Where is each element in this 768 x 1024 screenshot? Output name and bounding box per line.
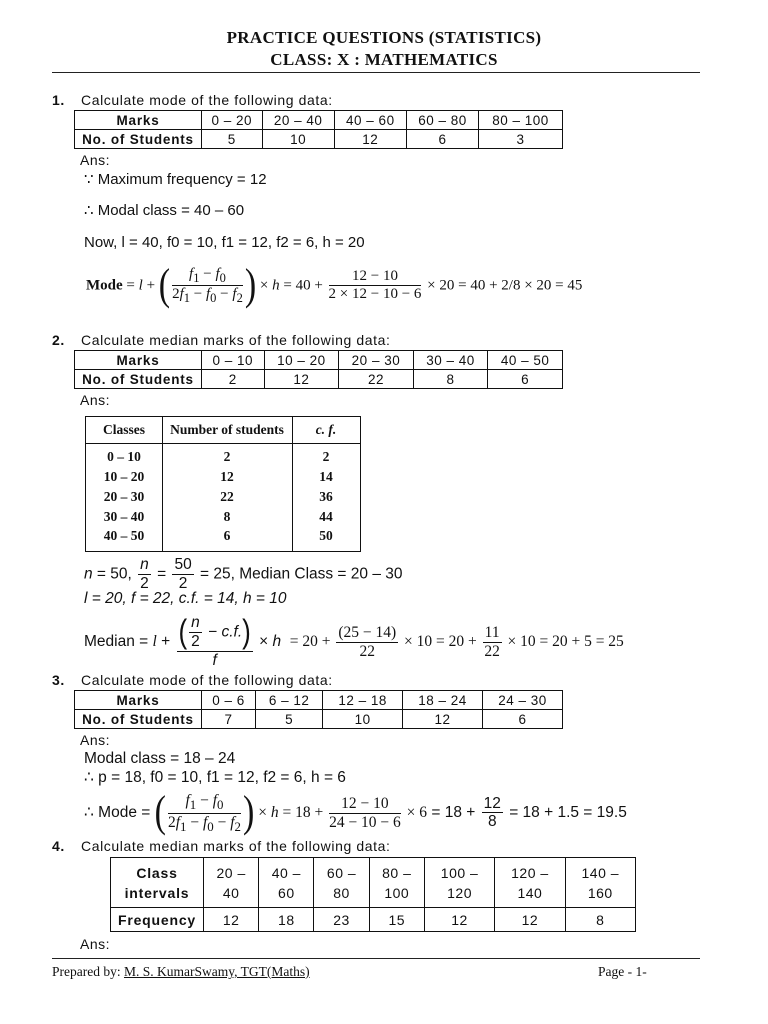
cf-cell: 30 – 40 — [103, 509, 145, 524]
solution-text: = 25, Median Class = 20 – 30 — [200, 565, 403, 583]
table-cell: 12 — [403, 710, 483, 729]
q1-solution-line: ∴ Modal class = 40 – 60 — [84, 202, 245, 219]
table-row-label: No. of Students — [75, 370, 202, 389]
table-cell: 12 — [264, 370, 339, 389]
table-cell — [369, 858, 424, 908]
table-cell: 24 – 30 — [483, 691, 563, 710]
table-row-label: No. of Students — [75, 130, 202, 149]
table-cell: 12 — [204, 908, 259, 932]
table-cell: 0 – 10 — [202, 351, 265, 370]
question-number: 3. — [52, 672, 65, 688]
formula-label: Median = — [84, 632, 149, 650]
cf-cell: 36 — [319, 489, 333, 504]
table-cell: 12 — [424, 908, 494, 932]
cf-cell: 14 — [319, 469, 333, 484]
table-cell: 12 – 18 — [323, 691, 403, 710]
answer-label: Ans: — [80, 936, 111, 952]
table-cell: 60 – 80 — [406, 111, 478, 130]
q1-data-table — [74, 110, 563, 149]
q2-solution-line: l = 20, f = 22, c.f. = 14, h = 10 — [84, 590, 287, 607]
table-cell: 10 — [262, 130, 334, 149]
cell-line: 40 — [222, 884, 240, 901]
question-text: Calculate median marks of the following data: — [81, 332, 391, 348]
question-text: Calculate mode of the following data: — [81, 92, 333, 108]
question-text: Calculate mode of the following data: — [81, 672, 333, 688]
prepared-label: Prepared by: — [52, 964, 121, 979]
cell-line: 120 — [447, 884, 472, 901]
table-cell: 0 – 20 — [202, 111, 263, 130]
question-4 — [52, 838, 390, 854]
cf-cell: 22 — [220, 489, 234, 504]
q1-solution-line: Now, l = 40, f0 = 10, f1 = 12, f2 = 6, h = 20 — [84, 234, 365, 251]
q3-solution-line: ∴ p = 18, f0 = 10, f1 = 12, f2 = 6, h = 6 — [84, 769, 346, 786]
table-cell — [204, 858, 259, 908]
cf-cell: 40 – 50 — [103, 528, 145, 543]
question-1 — [52, 92, 333, 108]
cf-cell: 10 – 20 — [103, 469, 145, 484]
page-subtitle: CLASS: X : MATHEMATICS — [270, 50, 498, 69]
cf-cell: 2 — [322, 449, 330, 464]
cf-cell: 2 — [223, 449, 231, 464]
cell-line: 20 – — [216, 864, 246, 881]
q2-median-formula: Median = l + ( $\frac{n}{2}$ − c.f.) f × h = 20 + $\frac{(25 - 14)}{22}$ × 10 = 20 + $\frac{11}{22}$ × 10 = 20 + 5 = 25 — [84, 611, 624, 669]
q4-data-table — [110, 857, 636, 932]
cf-cell: 8 — [223, 509, 231, 524]
q2-median-class-line: n = 50, $\frac{n}{2}$ = $\frac{50}{2}$ = 25, Median Class = 20 – 30 — [84, 556, 403, 592]
table-cell — [259, 858, 314, 908]
cell-line: 60 – — [326, 864, 357, 881]
table-row-label: Marks — [75, 351, 202, 370]
footer-divider — [52, 958, 700, 959]
q3-mode-formula: ∴ Mode = ( $\frac{f_1 - f_0}{2f_1 - f_0 - f_2}$ ) × h = 18 + $\frac{12 - 10}{24 - 10 - 6}$ × 6 = 18 + $\frac{12}{8}$ = 18 + 1.5 = 19.5 — [84, 788, 627, 837]
table-row-label: No. of Students — [75, 710, 202, 729]
footer-credit — [52, 964, 310, 980]
label-line: intervals — [124, 884, 190, 901]
cell-line: 40 – — [271, 864, 301, 881]
table-cell: 2 — [202, 370, 265, 389]
cell-line: 100 — [384, 884, 410, 901]
cf-cell: 6 — [223, 528, 231, 543]
table-cell: 3 — [479, 130, 563, 149]
table-cell: 10 — [323, 710, 403, 729]
table-cell: 40 – 60 — [334, 111, 406, 130]
cell-line: 80 — [333, 884, 350, 901]
cf-header-cell: Classes — [102, 422, 145, 437]
table-cell: 6 — [406, 130, 478, 149]
cell-line: 80 – — [382, 864, 412, 881]
answer-label: Ans: — [80, 732, 111, 748]
q1-mode-formula: Mode = l + ( $\frac{f_1 - f_0}{2f_1 - f_0 - f_2}$ ) × h = 40 + $\frac{12 - 10}{2 \times 12 - 10 - 6}$ × 20 = 40 + 2/8 × 20 = 45 — [86, 261, 583, 310]
table-cell — [565, 858, 635, 908]
table-cell — [495, 858, 565, 908]
formula-result: = 18 + 1.5 = 19.5 — [509, 804, 627, 822]
table-cell: 5 — [202, 130, 263, 149]
cf-cell: 0 – 10 — [107, 449, 141, 464]
question-number: 2. — [52, 332, 65, 348]
question-number: 1. — [52, 92, 65, 108]
table-row-label: Marks — [75, 111, 202, 130]
table-cell: 12 — [334, 130, 406, 149]
answer-label: Ans: — [80, 152, 111, 168]
table-cell: 10 – 20 — [264, 351, 339, 370]
question-text: Calculate median marks of the following data: — [81, 838, 391, 854]
table-cell: 22 — [339, 370, 414, 389]
question-number: 4. — [52, 838, 65, 854]
table-cell: 23 — [314, 908, 369, 932]
table-row-label: Marks — [75, 691, 202, 710]
table-cell: 6 — [483, 710, 563, 729]
table-cell: 30 – 40 — [413, 351, 488, 370]
cell-line: 120 – — [511, 864, 549, 881]
cf-cell: 12 — [220, 469, 234, 484]
table-row-label — [111, 858, 204, 908]
cf-header-cell: c. f. — [315, 422, 337, 437]
table-cell: 5 — [256, 710, 323, 729]
cell-line: 140 – — [581, 864, 620, 881]
formula-label: ∴ Mode = — [84, 804, 151, 822]
q3-solution-line: Modal class = 18 – 24 — [84, 750, 236, 767]
cf-header-cell: Number of students — [170, 422, 284, 437]
cf-cell: 44 — [319, 509, 333, 524]
cell-line: 160 — [587, 884, 613, 901]
formula-label: Mode — [86, 277, 123, 294]
author-name: M. S. KumarSwamy, TGT(Maths) — [123, 964, 310, 979]
table-cell: 20 – 30 — [339, 351, 414, 370]
formula-result: = 40 + 2/8 × 20 = 45 — [458, 277, 583, 294]
cf-cell: 50 — [319, 528, 333, 543]
table-cell: 6 – 12 — [256, 691, 323, 710]
table-cell: 12 — [495, 908, 565, 932]
table-cell — [424, 858, 494, 908]
q2-data-table — [74, 350, 563, 389]
cell-line: 140 — [517, 884, 543, 901]
table-cell: 20 – 40 — [262, 111, 334, 130]
cumulative-frequency-table — [85, 416, 361, 552]
table-cell: 80 – 100 — [479, 111, 563, 130]
table-cell — [314, 858, 369, 908]
page-title: PRACTICE QUESTIONS (STATISTICS) — [226, 28, 542, 47]
header-divider — [52, 72, 700, 73]
question-2 — [52, 332, 390, 348]
table-cell: 15 — [369, 908, 424, 932]
cell-line: 100 – — [440, 864, 479, 881]
table-cell: 6 — [488, 370, 563, 389]
table-cell: 8 — [565, 908, 635, 932]
table-cell: 18 – 24 — [403, 691, 483, 710]
table-cell: 18 — [259, 908, 314, 932]
q3-data-table — [74, 690, 563, 729]
table-row-label: Frequency — [111, 908, 204, 932]
cell-line: 60 — [278, 884, 295, 901]
table-cell: 40 – 50 — [488, 351, 563, 370]
cf-cell: 20 – 30 — [103, 489, 145, 504]
q1-solution-line: ∵ Maximum frequency = 12 — [84, 171, 267, 188]
answer-label: Ans: — [80, 392, 111, 408]
page-number: Page - 1- — [598, 964, 647, 979]
table-cell: 7 — [202, 710, 256, 729]
question-3 — [52, 672, 333, 688]
table-cell: 0 – 6 — [202, 691, 256, 710]
table-cell: 8 — [413, 370, 488, 389]
label-line: Class — [136, 864, 178, 881]
